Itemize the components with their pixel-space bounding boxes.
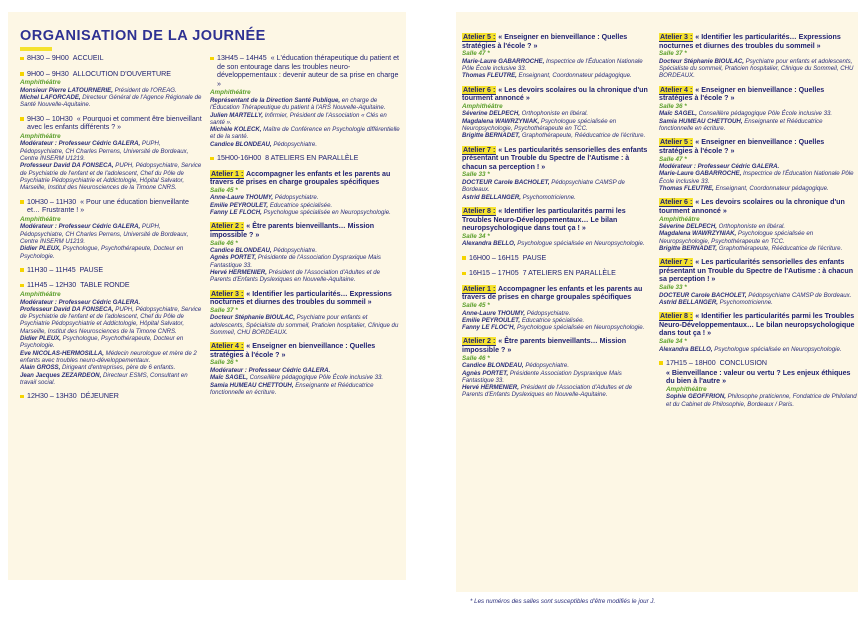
speaker: Représentant de la Direction Santé Publique, en charge de l'Éducation Thérapeutique du patient à l'ARS Nouvelle-Aquitaine. [210, 96, 386, 112]
speaker: Astrid BELLANGER, Psychomotricienne. [462, 193, 576, 201]
program-block [20, 70, 202, 109]
workshop-tag: Atelier 8 : [660, 312, 693, 321]
speaker: Maïc SAGEL, Conseillère pédagogique Pôle École inclusive 33. [210, 374, 384, 382]
schedule-item: 10H30 – 11H30 « Pour une éducation bienveillante et… Frustrante ! » [20, 198, 202, 215]
room-label: Amphithéâtre [659, 215, 700, 223]
workshop-title: Atelier 3 : « Identifier les particularités… Expressions nocturnes et diurnes des troubles du sommeil » [210, 289, 392, 307]
speaker: Candice BLONDEAU, Pédopsychiatre. [210, 140, 318, 148]
speaker: Fanny LE FLOCH, Psychologue spécialisée en Neuropsychologie. [210, 209, 391, 217]
program-block [20, 115, 202, 192]
room-label: Salle 34 * [659, 338, 687, 346]
room-label: Salle 33 * [462, 171, 490, 179]
speaker: Julien MARTELLY, Infirmier, Président de l'Association « Clés en santé ». [210, 111, 387, 126]
column-3 [462, 33, 652, 405]
workshop-title: Atelier 8 : « Identifier les particularités parmi les Troubles Neuro-Développementaux… Le bilan neuropsychologique dans tout ça ! » [659, 312, 855, 338]
room-label: Salle 46 * [210, 239, 238, 247]
workshop-tag: Atelier 6 : [660, 198, 693, 207]
workshop-tag: Atelier 8 : [463, 206, 496, 215]
room-label: Amphithéâtre [666, 385, 707, 393]
workshop [462, 337, 652, 398]
speaker: Didier PLEUX, Psychologue, Psychothérapeute, Docteur en Psychologie. [20, 335, 184, 350]
room-label: Salle 45 * [462, 301, 490, 309]
room-label: Salle 45 * [210, 186, 238, 194]
room-label: Salle 46 * [462, 354, 490, 362]
workshop-tag: Atelier 5 : [463, 33, 496, 41]
speaker: Agnès PORTET, Présidente Association Dyspraxique Mais Fantastique 33. [462, 369, 622, 384]
room-label: Amphithéâtre [20, 215, 61, 223]
speaker: Docteur Stéphanie BIOULAC, Psychiatre pour enfants et adolescents, Spécialiste du sommeil, Praticien hospitalier, Clinique du Sommeil, CHU BORDEAUX. [659, 57, 854, 80]
speaker: Candice BLONDEAU, Pédopsychiatre. [210, 247, 318, 255]
speaker: Brigitte BERNADET, Graphothérapeute, Rééducatrice de l'écriture. [462, 132, 646, 140]
program-block [20, 281, 202, 386]
workshop-title: Atelier 2 : « Être parents bienveillants… Mission impossible ? » [210, 222, 375, 239]
workshop-title: Atelier 4 : « Enseigner en bienveillance : Quelles stratégies à l'école ? » [659, 85, 825, 103]
workshop-title: Atelier 8 : « Identifier les particularités parmi les Troubles Neuro-Développementaux… Le bilan neuropsychologique dans tout ça ! » [462, 206, 626, 233]
program-block [20, 392, 202, 402]
schedule-item: 13H45 – 14H45 « L'éducation thérapeutique du patient et de son entourage dans les troubles neuro-développementaux : devenir auteur de sa prise en charge » [210, 54, 400, 88]
workshop-tag: Atelier 2 : [463, 337, 496, 346]
workshop-title: Atelier 5 : « Enseigner en bienveillance : Quelles stratégies à l'école ? » [462, 33, 628, 50]
speaker: Hervé HERMENIER, Président de l'Association d'Adultes et de Parents d'Enfants Dyslexiques en Nouvelle-Aquitaine. [462, 384, 633, 399]
room-label: Amphithéâtre [462, 102, 503, 110]
room-label: Salle 47 * [462, 50, 490, 58]
schedule-item: 17H15 – 18H00 CONCLUSION [659, 359, 857, 368]
workshop [462, 285, 652, 332]
room-change-footnote: * Les numéros des salles sont susceptibles d'être modifiés le jour J. [470, 598, 656, 605]
program-block [659, 359, 857, 408]
speaker: Eve NICOLAS-HERMOSILLA, Médecin neurologue et mère de 2 enfants avec troubles neuro-développementaux. [20, 349, 197, 364]
workshop-title: Atelier 3 : « Identifier les particularités… Expressions nocturnes et diurnes des troubles du sommeil » [659, 33, 841, 50]
column-1 [20, 54, 202, 408]
program-block [20, 198, 202, 260]
room-label: Salle 34 * [462, 232, 490, 240]
workshop [659, 138, 857, 192]
speaker: DOCTEUR Carole BACHOLET, Pédopsychiatre CAMSP de Bordeaux. [462, 179, 625, 194]
speaker: Michel LAFORCADE, Directeur Général de l'Agence Régionale de Santé Nouvelle-Aquitaine. [20, 94, 202, 109]
speaker: Séverine DELPECH, Orthophoniste en libéral. [462, 110, 589, 118]
room-label: Amphithéâtre [20, 79, 61, 87]
workshop [659, 258, 857, 306]
schedule-item: 8H30 – 9H00 ACCUEIL [20, 54, 202, 63]
title-underline [20, 47, 52, 51]
workshop [462, 146, 652, 201]
speaker: Astrid BELLANGER, Psychomotricienne. [659, 298, 773, 306]
speaker: Alexandra BELLO, Psychologue spécialisée en Neuropsychologie. [462, 240, 645, 248]
schedule-item: 11H30 – 11H45 PAUSE [20, 266, 202, 275]
room-label: Salle 47 * [659, 155, 687, 163]
room-label: Amphithéâtre [20, 132, 61, 140]
speaker: Brigitte BERNADET, Graphothérapeute, Rééducatrice de l'écriture. [659, 244, 843, 252]
page-title: ORGANISATION DE LA JOURNÉE [20, 28, 266, 44]
workshop-title: Atelier 7 : « Les particularités sensorielles des enfants présentant un Trouble du Spectre de l'Autisme : à chacun sa perception ! » [659, 258, 854, 284]
workshop-tag: Atelier 7 : [463, 145, 496, 154]
speaker: Michèle KOLECK, Maître de Conférence en Psychologie différentielle et de la santé. [210, 126, 400, 141]
workshop-title: Atelier 1 : Accompagner les enfants et les parents au travers de prises en charge groupales spécifiques [462, 284, 643, 302]
program-block [210, 154, 400, 164]
speaker: Marie-Laure GABARROCHE, Inspectrice de l'Éducation Nationale Pôle École inclusive 33. [462, 57, 643, 73]
room-label: Salle 36 * [659, 102, 687, 110]
schedule-item: 9H00 – 9H30 ALLOCUTION D'OUVERTURE [20, 70, 202, 79]
speaker: Magdalena WAWRZYNIAK, Psychologue spécialisée en Neuropsychologie, Psychothérapeute en TCC. [462, 117, 617, 133]
workshop-title: Atelier 1 : Accompagner les enfants et les parents au travers de prises en charge groupales spécifiques [210, 169, 391, 187]
workshop-title: Atelier 4 : « Enseigner en bienveillance : Quelles stratégies à l'école ? » [210, 342, 376, 359]
workshop [462, 33, 652, 80]
schedule-item: 9H30 – 10H30 « Pourquoi et comment être bienveillant avec les enfants différents ? » [20, 115, 202, 132]
workshop [210, 290, 400, 337]
workshop [210, 342, 400, 396]
speaker: Hervé HERMENIER, Président de l'Association d'Adultes et de Parents d'Enfants Dyslexiques en Nouvelle-Aquitaine. [210, 268, 381, 284]
speaker: Modérateur : Professeur Cédric GALERA. [20, 298, 141, 306]
workshop-title: Atelier 6 : « Les devoirs scolaires ou la chronique d'un tourment annoncé » [659, 198, 845, 215]
speaker: Thomas FLEUTRE, Enseignant, Coordonnateur pédagogique. [462, 72, 632, 80]
workshop [462, 207, 652, 248]
program-block [462, 254, 652, 264]
room-label: Salle 37 * [210, 306, 238, 314]
room-label: Salle 36 * [210, 359, 238, 367]
workshop-tag: Atelier 3 : [660, 33, 693, 41]
workshop-tag: Atelier 4 : [660, 85, 693, 94]
workshop [210, 170, 400, 217]
speaker: Modérateur : Professeur Cédric GALERA. [210, 367, 331, 375]
speaker: Candice BLONDEAU, Pédopsychiatre. [462, 362, 570, 370]
speaker: Magdalena WAWRZYNIAK, Psychologue spécialisée en Neuropsychologie, Psychothérapeute en TCC. [659, 230, 814, 245]
room-label: Salle 33 * [659, 284, 687, 292]
speaker: Monsieur Pierre LATOURNERIE, Président de l'OREAG. [20, 86, 177, 94]
workshop [462, 86, 652, 140]
speaker: Maïc SAGEL, Conseillère pédagogique Pôle École inclusive 33. [659, 110, 833, 118]
workshop [659, 312, 857, 353]
speaker: Samia HUMEAU CHETTOUH, Enseignante et Rééducatrice fonctionnelle en écriture. [210, 381, 374, 396]
workshop [659, 198, 857, 252]
conclusion-title: « Bienveillance : valeur ou vertu ? Les enjeux éthiques du bien à l'autre » [666, 368, 851, 386]
program-block [20, 266, 202, 276]
speaker: Thomas FLEUTRE, Enseignant, Coordonnateur pédagogique. [659, 185, 829, 193]
speaker: Modérateur : Professeur Cédric GALERA, PUPH, Pédopsychiatre, CH Charles Perrens, Université de Bordeaux, Centre INSERM U1219. [20, 223, 189, 245]
schedule-item: 11H45 – 12H30 TABLE RONDE [20, 281, 202, 290]
workshop-tag: Atelier 7 : [660, 258, 693, 267]
speaker: Emilie PEYROULET, Educatrice spécialisée. [210, 201, 333, 209]
workshop-tag: Atelier 3 : [211, 289, 244, 298]
workshop [659, 33, 857, 80]
workshop-tag: Atelier 1 : [463, 284, 496, 293]
speaker: Agnès PORTET, Présidente de l'Association Dyspraxique Mais Fantastique 33. [210, 254, 381, 269]
room-label: Amphithéâtre [20, 290, 61, 298]
speaker: Modérateur : Professeur Cédric GALERA, PUPH, Pédopsychiatre, CH Charles Perrens, Université de Bordeaux, Centre INSERM U1219. [20, 140, 189, 163]
workshop-tag: Atelier 5 : [660, 138, 693, 147]
speaker: Séverine DELPECH, Orthophoniste en libéral. [659, 223, 786, 231]
workshop-tag: Atelier 1 : [211, 169, 244, 178]
speaker: Didier PLEUX, Psychologue, Psychothérapeute, Docteur en Psychologie. [20, 245, 184, 260]
schedule-item: 12H30 – 13H30 DÉJEUNER [20, 392, 202, 401]
column-2 [210, 54, 400, 402]
workshop-tag: Atelier 4 : [211, 342, 244, 351]
workshop-tag: Atelier 6 : [463, 85, 496, 94]
speaker: Emilie PEYROULET, Educatrice spécialisée. [462, 316, 585, 324]
speaker: DOCTEUR Carole BACHOLET, Pédopsychiatre CAMSP de Bordeaux. [659, 291, 852, 299]
program-block [20, 54, 202, 64]
speaker: Fanny LE FLOC'H, Psychologue spécialisée en Neuropsychologie. [462, 324, 645, 332]
speaker: Docteur Stéphanie BIOULAC, Psychiatre pour enfants et adolescents, Spécialiste du sommeil, Praticien hospitalier, Clinique du Sommeil, CHU BORDEAUX. [210, 314, 399, 336]
room-label: Salle 37 * [659, 50, 687, 58]
workshop-title: Atelier 7 : « Les particularités sensorielles des enfants présentant un Trouble du Spectre de l'Autisme : à chacun sa perception ! » [462, 145, 648, 171]
speaker: Professeur David DA FONSECA, PUPH, Pédopsychiatre, Service de Psychiatrie de l'enfant et de l'adolescent, Chef du Pôle de Psychiatrie Pédopsychiatrie et Addictologie, Hôpital Salvator, Marseille, Institut des Neurosciences de la Timone CNRS. [20, 162, 202, 192]
speaker: Alexandra BELLO, Psychologue spécialisée en Neuropsychologie. [659, 345, 842, 353]
schedule-item: 16H00 – 16H15 PAUSE [462, 254, 652, 263]
workshop-tag: Atelier 2 : [211, 222, 244, 231]
speaker: Modérateur : Professeur Cédric GALERA. [659, 163, 780, 171]
speaker: Samia HUMEAU CHETTOUH, Enseignante et Rééducatrice fonctionnelle en écriture. [659, 117, 823, 133]
schedule-item: 15H00-16H00 8 ATELIERS EN PARALLÈLE [210, 154, 400, 163]
speaker: Professeur David DA FONSECA, PUPH, Pédopsychiatre, Service de Psychiatrie de l'enfant et de l'adolescent, Chef du Pôle de Psychiatrie Pédopsychiatrie et Addictologie, Hôpital Salvator, Marseille, Institut des Neurosciences de la Timone CNRS. [20, 305, 202, 335]
speaker: Jean Jacques ZEZARDEON, Directeur ESMS, Consultant en travail social. [20, 371, 188, 386]
speaker: Anne-Laure THOUMY, Pédopsychiatre. [462, 309, 571, 317]
workshop-title: Atelier 5 : « Enseigner en bienveillance : Quelles stratégies à l'école ? » [659, 138, 825, 155]
schedule-item: 16H15 – 17H05 7 ATELIERS EN PARALLÈLE [462, 269, 652, 278]
program-block [462, 269, 652, 279]
speaker: Marie-Laure GABARROCHE, Inspectrice de l'Éducation Nationale Pôle École inclusive 33. [659, 170, 854, 185]
program-block [210, 54, 400, 148]
workshop [210, 222, 400, 283]
room-label: Amphithéâtre [210, 89, 251, 97]
column-4 [659, 33, 857, 414]
workshop [659, 86, 857, 133]
workshop-title: Atelier 2 : « Être parents bienveillants… Mission impossible ? » [462, 337, 627, 355]
workshop-title: Atelier 6 : « Les devoirs scolaires ou la chronique d'un tourment annoncé » [462, 85, 648, 103]
speaker: Anne-Laure THOUMY, Pédopsychiatre. [210, 194, 319, 202]
speaker: Alain GROSS, Dirigeant d'entreprises, père de 6 enfants. [20, 364, 176, 372]
speaker: Sophie GEOFFRION, Philosophe praticienne, Fondatrice de Philoland et du Cabinet de Philosophie, Bordeaux / Paris. [666, 393, 857, 408]
